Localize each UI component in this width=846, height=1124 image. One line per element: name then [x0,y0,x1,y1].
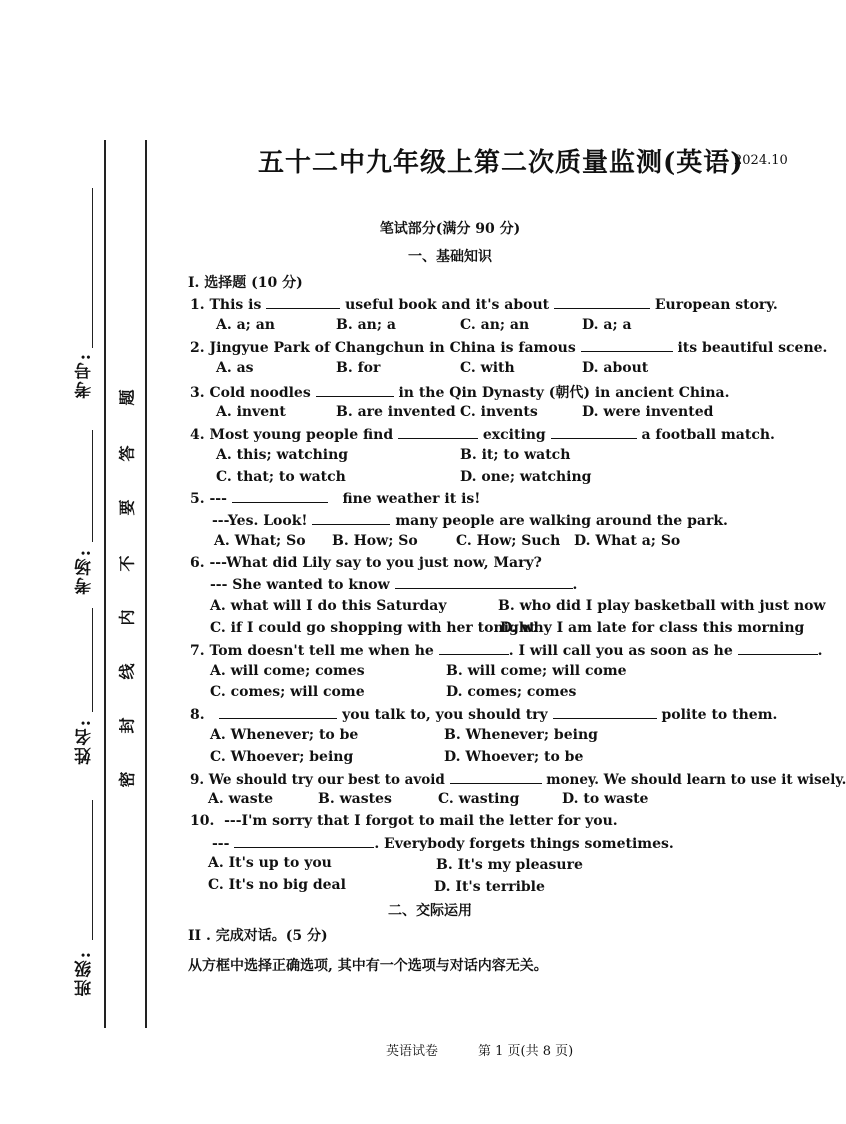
seal-char: 密 [117,771,137,788]
option: A. as [216,360,254,376]
question-10-line-2: --- . Everybody forgets things sometimes. [212,836,674,852]
question-1: 1. This is useful book and it's about European story. [190,297,778,313]
option: A. a; an [216,317,275,333]
section-2-heading: 二、交际运用 [388,903,472,919]
option: C. comes; will come [210,684,365,700]
option: A. It's up to you [208,855,332,871]
option: C. with [460,360,515,376]
option: D. to waste [562,791,649,807]
option: C. that; to watch [216,469,346,485]
question-7: 7. Tom doesn't tell me when he . I will call you as soon as he . [190,643,823,659]
option: C. It's no big deal [208,877,346,893]
option: B. it; to watch [460,447,571,463]
exam-room-label: 考场: [75,548,95,595]
option: C. invents [460,404,538,420]
question-6: 6. ---What did Lily say to you just now, Mary? [190,555,542,571]
option: A. Whenever; to be [210,727,359,743]
name-line [92,608,93,712]
option: B. for [336,360,381,376]
option: B. an; a [336,317,396,333]
question-5: 5. --- fine weather it is! [190,491,481,507]
part-2-instruction: 从方框中选择正确选项, 其中有一个选项与对话内容无关。 [188,958,548,974]
option: B. Whenever; being [444,727,598,743]
seal-char: 封 [117,717,137,734]
written-part-heading: 笔试部分(满分 90 分) [379,221,521,237]
seal-char: 线 [117,663,137,680]
question-9: 9. We should try our best to avoid money. We should learn to use it wisely. [190,772,846,788]
section-1-heading: 一、基础知识 [408,249,492,265]
option: A. What; So [214,533,306,549]
option: A. will come; comes [210,663,365,679]
class-label: 班级: [75,950,95,997]
option: D. about [582,360,649,376]
seal-char: 题 [117,389,137,406]
option: D. It's terrible [434,879,545,895]
option: A. waste [208,791,273,807]
option: C. Whoever; being [210,749,354,765]
option: B. How; So [332,533,418,549]
exam-number-line [92,188,93,348]
option: B. who did I play basketball with just now [498,598,826,614]
option: B. It's my pleasure [436,857,583,873]
option: C. wasting [438,791,520,807]
option: A. invent [216,404,286,420]
class-line [92,800,93,940]
option: D. one; watching [460,469,592,485]
option: D. Whoever; to be [444,749,584,765]
exam-room-line [92,430,93,542]
option: C. if I could go shopping with her tonight [210,620,536,636]
seal-char: 不 [117,555,137,572]
part-2-heading: II . 完成对话。(5 分) [188,928,328,944]
exam-date: 2024.10 [734,153,788,168]
option: D. were invented [582,404,714,420]
question-5-line-2: ---Yes. Look! many people are walking around the park. [212,513,728,529]
option: C. an; an [460,317,530,333]
name-label: 姓名: [75,718,95,765]
footer-subject: 英语试卷 [386,1044,439,1059]
option: D. why I am late for class this morning [500,620,805,636]
question-6-line-2: --- She wanted to know . [210,577,578,593]
question-2: 2. Jingyue Park of Changchun in China is famous its beautiful scene. [190,340,828,356]
option: B. will come; will come [446,663,627,679]
seal-char: 内 [117,609,137,626]
seal-char: 答 [117,445,137,462]
option: D. comes; comes [446,684,577,700]
option: C. How; Such [456,533,561,549]
question-3: 3. Cold noodles in the Qin Dynasty (朝代) in ancient China. [190,385,730,401]
margin-line-right [145,140,147,1028]
option: A. what will I do this Saturday [210,598,447,614]
question-4: 4. Most young people find exciting a football match. [190,427,775,443]
exam-number-label: 考号: [75,352,95,399]
option: B. are invented [336,404,456,420]
question-10: 10. ---I'm sorry that I forgot to mail the letter for you. [190,813,618,829]
part-1-heading: I. 选择题 (10 分) [188,275,303,291]
option: B. wastes [318,791,392,807]
option: D. a; a [582,317,632,333]
option: A. this; watching [216,447,349,463]
seal-char: 要 [117,499,137,516]
option: D. What a; So [574,533,681,549]
margin-line-left [104,140,106,1028]
footer-page: 第 1 页(共 8 页) [478,1044,574,1059]
exam-title: 五十二中九年级上第二次质量监测(英语) [258,148,744,178]
question-8: 8. you talk to, you should try polite to them. [190,707,778,723]
